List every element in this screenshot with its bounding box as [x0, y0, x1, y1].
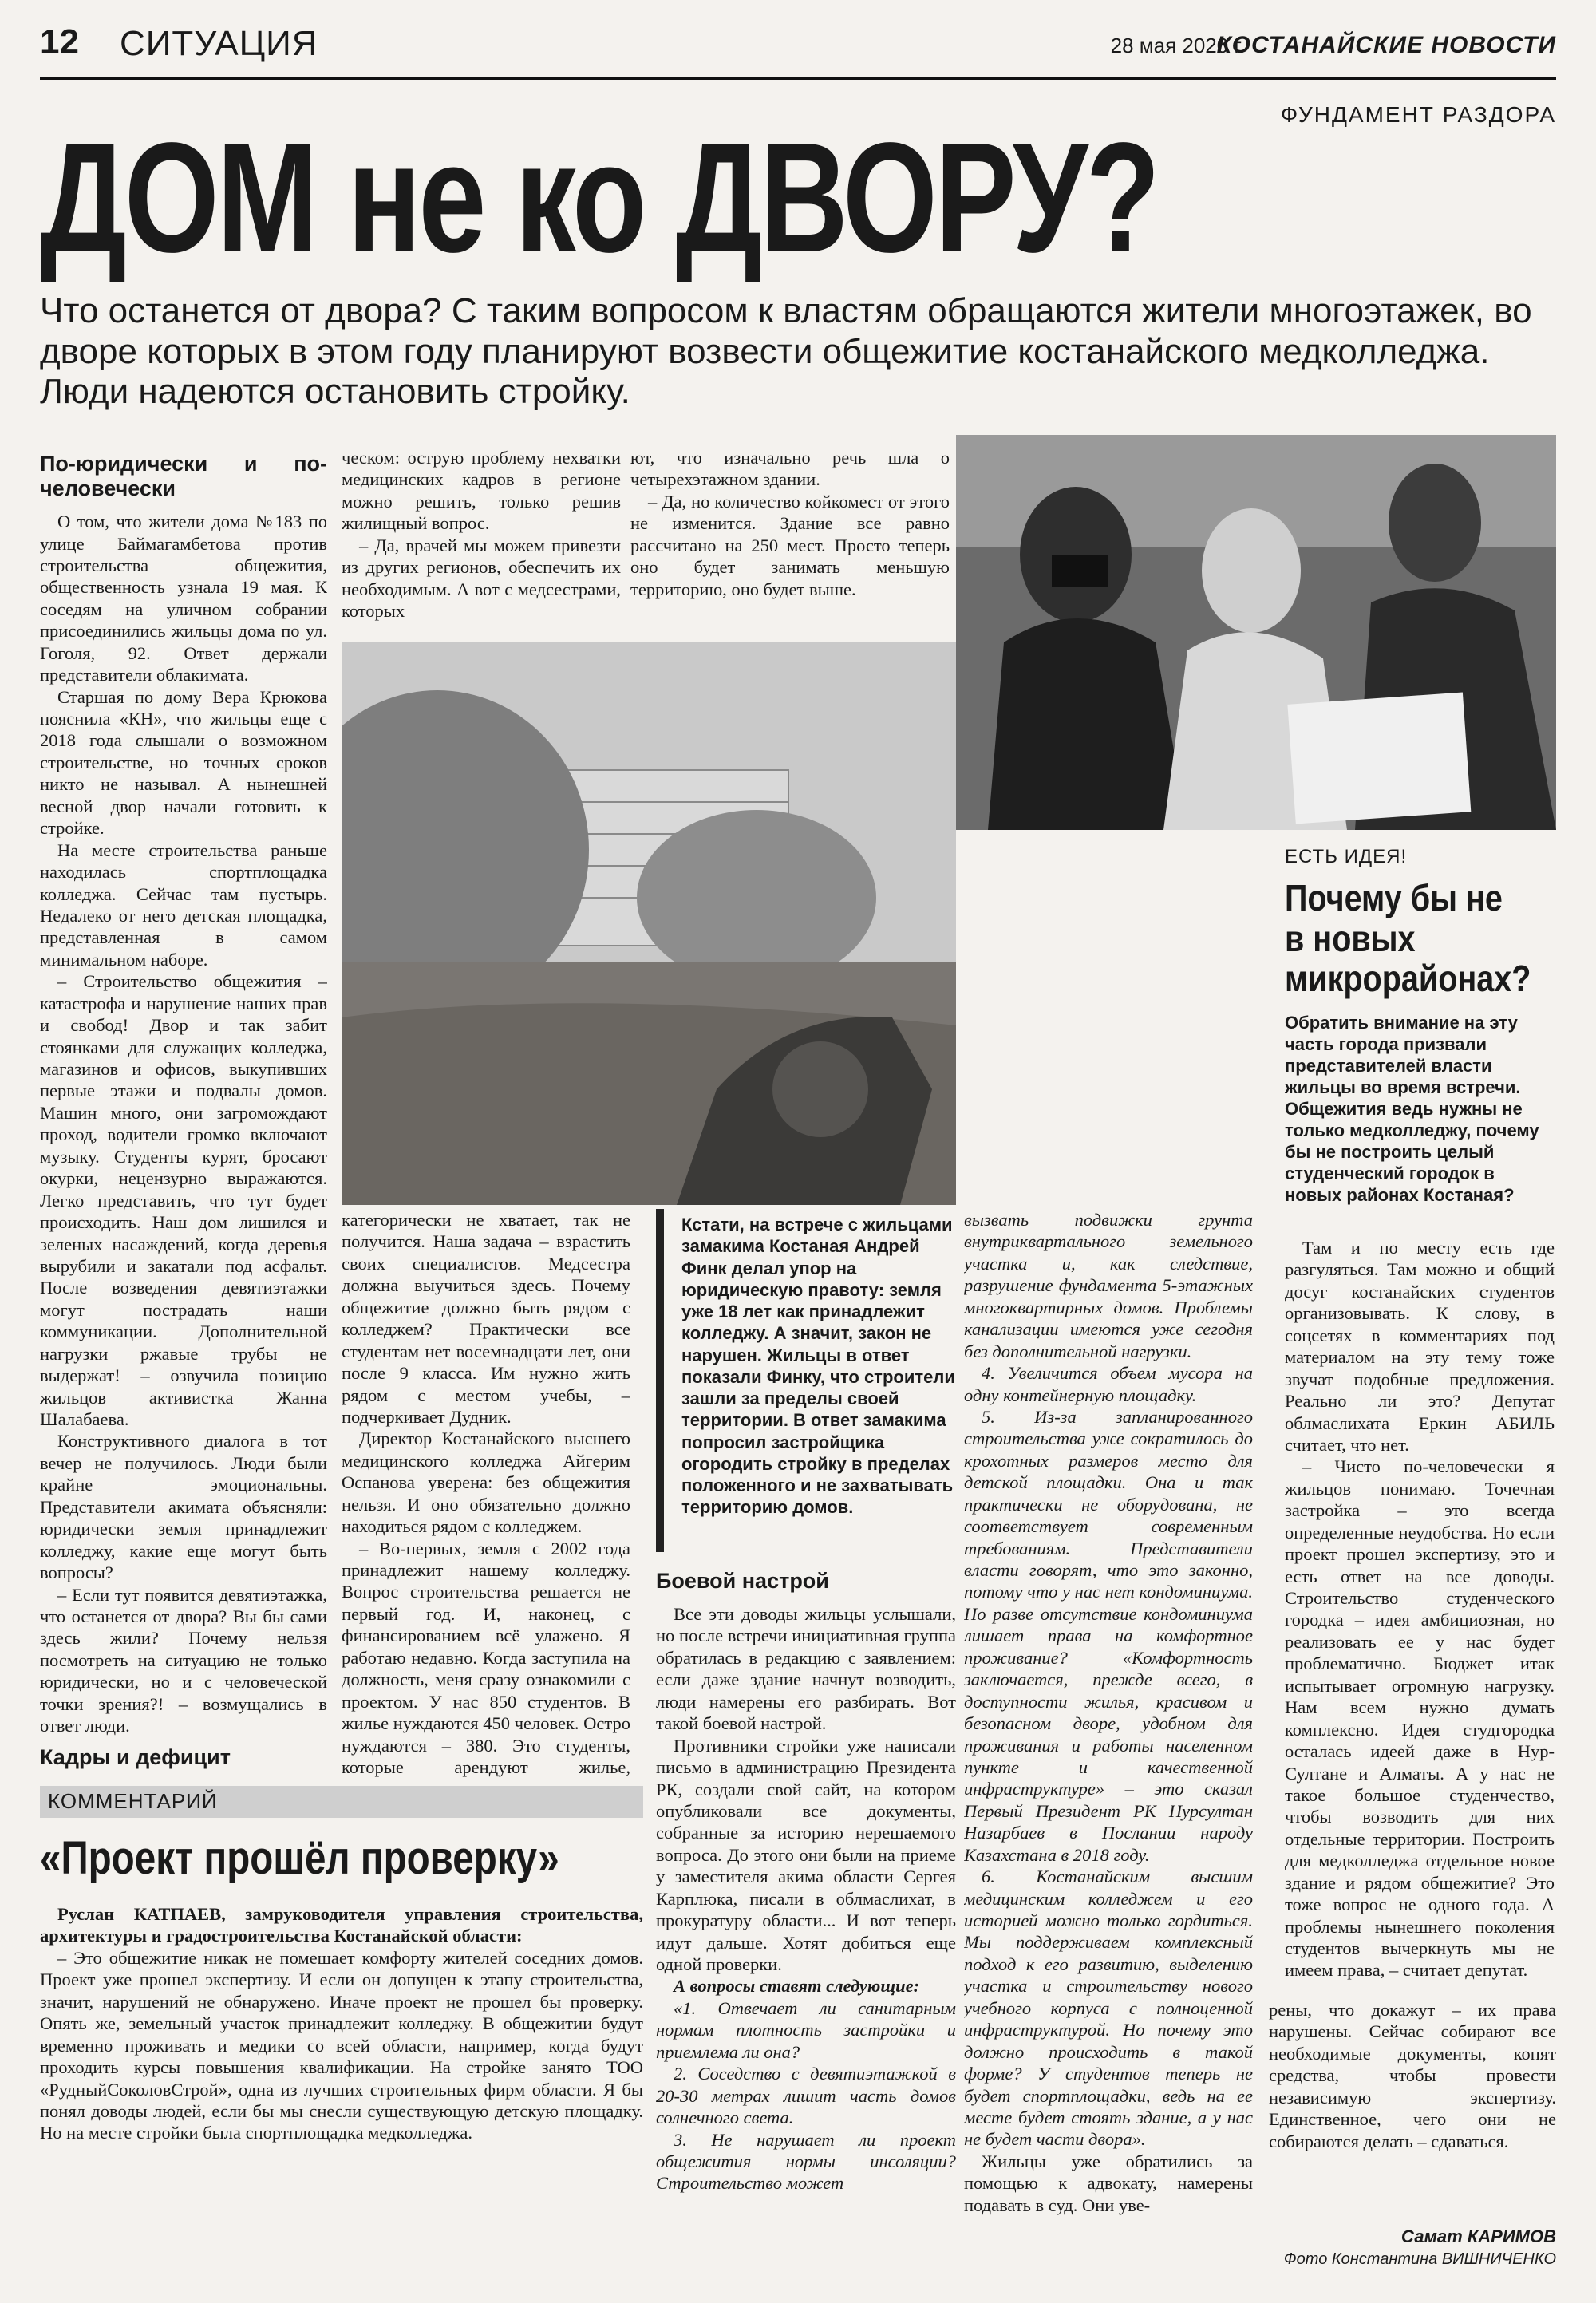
photo-credit: Фото Константина ВИШНИЧЕНКО: [1283, 2250, 1556, 2268]
comment-label: КОММЕНТАРИЙ: [40, 1786, 643, 1818]
paragraph: Там и по месту есть где разгуляться. Там можно и общий досуг костанайских студентов организовывать. К слову, в соцсетях в комментариях под материалом на эту тему тоже звучат подобные предложения. Реально ли это? Депутат облмаслихата Еркин АБИЛЬ считает, что нет.: [1285, 1238, 1555, 1455]
newspaper-name: КОСТАНАЙСКИЕ НОВОСТИ: [1216, 32, 1556, 58]
idea-lead: Обратить внимание на эту часть города призвали представителей власти жильцы во время встречи. Общежития ведь нужны не только медколледжу, почему бы не построить целый студенческий городок в новых районах Костаная?: [1285, 1013, 1539, 1206]
paragraph: – Да, врачей мы можем привезти из других регионов, обеспечить их необходимым. А вот с медсестрами, которых: [342, 535, 621, 622]
paragraph: Все эти доводы жильцы услышали, но после встречи инициативная группа обратилась в редакцию с заявлением: если даже здание начнут возводить, люди намерены его разбирать. Вот такой боевой настрой.: [656, 1604, 956, 1734]
lead-paragraph: Что останется от двора? С таким вопросом к властям обращаются жители многоэтажек, во дворе которых в этом году планируют возвести общежитие костанайского медколледжа. Люди надеются остановить стройку.: [40, 291, 1532, 412]
comment-body: [40, 1903, 643, 2278]
paragraph: – Если тут появится девятиэтажка, что останется от двора? Вы бы сами здесь жили? Почему нельзя посмотреть на ситуацию не только юридически, но и с человеческой точки зрения?! – возмущались в ответ люди.: [40, 1584, 327, 1736]
article-column-1: [40, 447, 327, 1780]
idea-body: [1285, 1237, 1555, 2003]
paragraph: Конструктивного диалога в тот вечер не получилось. Люди были крайне эмоциональны. Представители акимата объясняли: юридически земля принадлежит колледжу, какие еще могут быть вопросы?: [40, 1431, 327, 1583]
subhead: По-юридически и по-человечески: [40, 452, 327, 501]
paragraph: категорически не хватает, так не получится. Наша задача – взрастить своих специалистов. Медсестра должна выучиться здесь. Почему общежитие должно быть рядом с колледжем? Практически все студентам нет восемнадцати лет, они после 9 класса. Им нужно жить рядом с местом учебы, – подчеркивает Дудник.: [342, 1210, 630, 1427]
paragraph: – Да, но количество койкомест от этого не изменится. Здание все равно рассчитано на 250 мест. Просто теперь оно будет занимать меньшую территорию, оно будет выше.: [630, 491, 950, 599]
section-name: СИТУАЦИЯ: [120, 24, 318, 63]
paragraph: Жильцы уже обратились за помощью к адвокату, намерены подавать в суд. Они уве-: [964, 2151, 1253, 2215]
article-column-3-bottom: [656, 1564, 956, 2274]
paragraph: Директор Костанайского высшего медицинского колледжа Айгерим Оспанова уверена: без общежития нельзя. И оно обязательно должно находиться рядом с колледжем.: [342, 1428, 630, 1537]
comment-text: – Это общежитие никак не помешает комфорту жителей соседних домов. Проект уже прошел экспертизу. И если он допущен к этапу строительства, значит, нарушений не обнаружено. Иначе проект не прошел бы проверку. Опять же, земельный участок принадлежит колледжу. В общежитии будут временно проживать и медики со всей области, например, когда будут проходить курсы повышения квалификации. На стройке занято ТОО «РудныйСоколовСтрой», одна из лучших строительных фирм области. Я бы понял доводы людей, если бы мы снесли существующую детскую площадку. Но на месте стройки была спортплощадка медколледжа.: [40, 1947, 643, 2143]
question-item: 6. Костанайским высшим медицинским колледжем и его историей можно только гордиться. Мы поддерживаем комплексный подход к его развитию, выделению участка и строительству нового учебного корпуса с полноценной инфраструктурой. Но почему это должно происходить в такой форме? У студентов теперь не будет спортплощадки, ведь на ее месте будет стоять здание, а у нас не будет части двора».: [964, 1866, 1253, 2150]
question-item: 5. Из-за запланированного строительства уже сократилось до крохотных размеров место для детской площадки. Она и так практически не оборудована, не соответствует современным требованиям. Представители власти говорят, что это законно, потому что у нас нет кондоминиума. Но разве отсутствие кондоминиума лишает права на комфортное проживание? «Комфортность заключается, прежде всего, в доступности жилья, красивом и безопасном дворе, удобном для проживания и работы населенном пункте и качественной инфраструктуре» – это сказал Первый Президент РК Нурсултан Назарбаев в Послании народу Казахстана в 2018 году.: [964, 1406, 1253, 1865]
idea-sidebar: [1269, 830, 1556, 1995]
page-header: [40, 22, 1556, 80]
paragraph: Противники стройки уже написали письмо в администрацию Президента РК, создали свой сайт, на котором опубликовали все документы, собранные за историю нерешаемого вопроса. До этого они были на приеме у заместителя акима области Сергея Карплюка, писали в облмаслихат, в прокуратуру области... И вот теперь идут дальше. Хотят добиться еще одной проверки.: [656, 1735, 956, 1975]
question-item: 3. Не нарушает ли проект общежития нормы инсоляции? Строительство может: [656, 2129, 956, 2194]
paragraph: На месте строительства раньше находилась спортплощадка колледжа. Сейчас там пустырь. Недалеко от него детская площадка, представленная в самом минимальном наборе.: [40, 839, 327, 970]
paragraph: ческом: острую проблему нехватки медицинских кадров в регионе можно решить, только решив жилищный вопрос.: [342, 448, 621, 534]
paragraph: О том, что жители дома №183 по улице Баймагамбетова против строительства общежития, общественность узнала 19 мая. К соседям на уличном собрании присоединились жильцы дома по ул. Гоголя, 92. Ответ держали представители облакимата.: [40, 512, 327, 685]
paragraph: – Во-первых, земля с 2002 года принадлежит нашему колледжу. Вопрос строительства решается не первый год. И, наконец, с финансированием всё улажено. Я работаю недавно. Когда заступила на должность, меня сразу ознакомили с проектом. У нас 850 студентов. В жилье нуждаются 450 человек. Остро нуждаются – 380. Это студенты, которые арендуют жилье,: [342, 1538, 630, 1777]
question-item: «1. Отвечает ли санитарным нормам плотность застройки и приемлема ли она?: [656, 1997, 956, 2062]
article-column-4: [964, 1209, 1253, 2274]
issue-date: 28 мая 2020 г.: [1110, 34, 1245, 57]
questions-intro: А вопросы ставят следующие:: [674, 1976, 920, 1997]
comment-title: «Проект прошёл проверку»: [40, 1832, 559, 1884]
construction-site-photo: [342, 642, 956, 1205]
subhead: Боевой настрой: [656, 1569, 829, 1593]
idea-tag: ЕСТЬ ИДЕЯ!: [1285, 846, 1408, 867]
author-name: Самат КАРИМОВ: [1400, 2226, 1556, 2246]
article-column-2-top: [342, 447, 621, 634]
page-number: 12: [40, 22, 79, 61]
subhead: Кадры и дефицит: [40, 1744, 231, 1769]
headline: ДОМ не ко ДВОРУ?: [40, 110, 1158, 285]
construction-site-illustration: [342, 642, 956, 1205]
idea-title: Почему бы не в новых микрорайонах?: [1285, 877, 1531, 1000]
paragraph: – Чисто по-человечески я жильцов понимаю. Точечная застройка – это всегда определенные неудобства. Но если проект прошел экспертизу, это и есть ответ на все доводы. Строительство студенческого городка – идея амбициозная, но реализовать ее у нас будет проблематично. Бюджет итак испытывает огромную нагрузку. Нам всем нужно думать комплексно. Идея студгородка осталась идеей даже в Нур-Султане и Алматы. А у нас не такое большое студенчество, чтобы возводить для них отдельные территории. Построить для медколледжа отдельное новое здание и рядом общежитие? Это тоже вопрос не одного года. А проблемы нынешнего поколения студентов вычеркнуть мы не имеем права, – считает депутат.: [1285, 1456, 1555, 1981]
question-item: вызвать подвижки грунта внутриквартального земельного участка и, как следствие, разрушение фундамента 5-этажных многоквартирных домов. Проблемы канализации имеются уже сегодня без дополнительной нагрузки.: [964, 1210, 1253, 1361]
paragraph: ют, что изначально речь шла о четырехэтажном здании.: [630, 448, 950, 490]
highlight-box: Кстати, на встрече с жильцами замакима Костаная Андрей Финк делал упор на юридическую правоту: земля уже 18 лет как принадлежит колледжу. А значит, закон не нарушен. Жильцы в ответ показали Финку, что строители зашли за пределы своей территории. В ответ замакима попросил застройщика огородить стройку в пределах положенного и не захватывать территорию домов.: [656, 1209, 956, 1552]
article-column-3-top: [630, 447, 950, 634]
paragraph: Старшая по дому Вера Крюкова пояснила «КН», что жильцы еще с 2018 года слышали о возможном строительстве, но точных сроков никто не называл. А нынешней весной двор начали готовить к стройке.: [40, 686, 327, 839]
rubric: ФУНДАМЕНТ РАЗДОРА: [1280, 102, 1556, 127]
paragraph: рены, что докажут – их права нарушены. Сейчас собирают все необходимые документы, копят средства, чтобы провести независимую экспертизу. Единственное, чего они не собираются делать – сдаваться.: [1269, 2000, 1556, 2151]
comment-byline: Руслан КАТПАЕВ, замруководителя управления строительства, архитектуры и градостроительства Костанайской области:: [40, 1904, 643, 1946]
residents-meeting-photo: [956, 435, 1556, 830]
question-item: 4. Увеличится объем мусора на одну контейнерную площадку.: [964, 1363, 1253, 1405]
question-item: 2. Соседство с девятиэтажкой в 20-30 метрах лишит часть домов солнечного света.: [656, 2064, 956, 2128]
paragraph: – Строительство общежития – катастрофа и нарушение наших прав и свобод! Двор и так забит стоянками для служащих колледжа, магазинов и офисов, выкупивших первые этажи и подвалы домов. Машин много, они загромождают проход, водители громко включают музыку. Студенты курят, бросают окурки, нецензурно выражаются. Легко представить, что тут будет происходить. Наш дом лишился и зеленых насаждений, когда деревья вырубили и закатали под асфальт. После возведения девятиэтажки могут пострадать наши коммуникации. Дополнительной нагрузки ржавые трубы не выдержат! – озвучила позицию жильцов активистка Жанна Шалабаева.: [40, 971, 327, 1430]
article-column-2-bottom: [342, 1209, 630, 1780]
residents-meeting-illustration: [956, 435, 1556, 830]
